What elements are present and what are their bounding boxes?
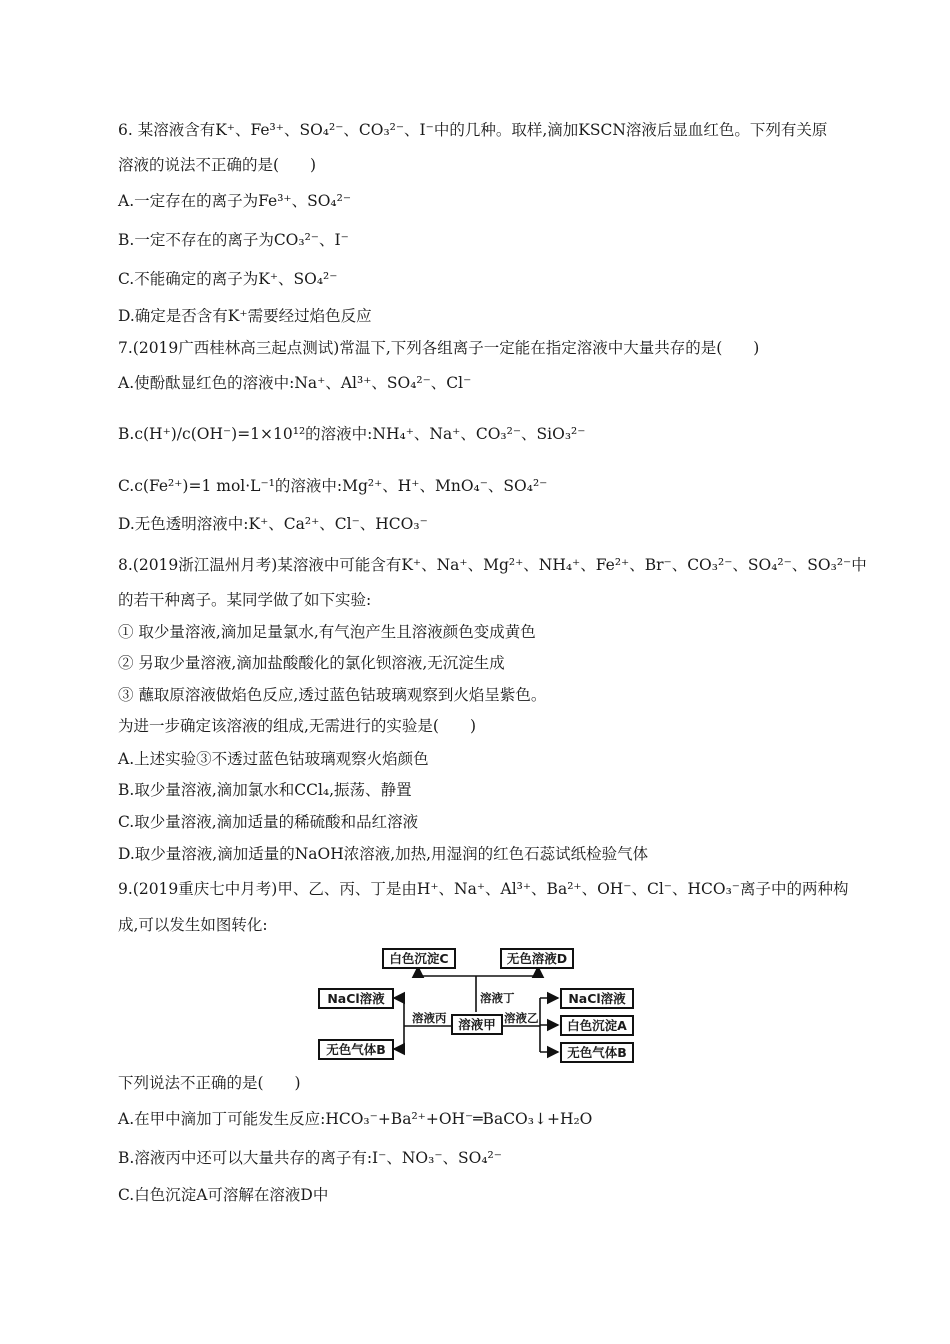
nacl-solution-right-box: NaCl溶液	[560, 988, 634, 1009]
white-precipitate-a-box: 白色沉淀A	[560, 1015, 634, 1036]
q6-option-d: D.确定是否含有K⁺需要经过焰色反应	[118, 307, 372, 325]
solution-jia-box: 溶液甲	[451, 1014, 503, 1035]
q7-option-a: A.使酚酞显红色的溶液中:Na⁺、Al³⁺、SO₄²⁻、Cl⁻	[118, 374, 472, 392]
q9-question: 下列说法不正确的是( )	[118, 1074, 301, 1092]
q8-option-c: C.取少量溶液,滴加适量的稀硫酸和品红溶液	[118, 813, 419, 831]
label-solution-ding: 溶液丁	[480, 991, 515, 1005]
q9-stem-line2: 成,可以发生如图转化:	[118, 916, 268, 934]
label-solution-yi: 溶液乙	[504, 1011, 539, 1025]
white-precipitate-c-box: 白色沉淀C	[382, 948, 456, 969]
q8-step-3: ③ 蘸取原溶液做焰色反应,透过蓝色钴玻璃观察到火焰呈紫色。	[118, 686, 547, 704]
q6-option-b: B.一定不存在的离子为CO₃²⁻、I⁻	[118, 231, 349, 249]
colorless-solution-d-box: 无色溶液D	[500, 948, 574, 969]
q9-option-a: A.在甲中滴加丁可能发生反应:HCO₃⁻+Ba²⁺+OH⁻═BaCO₃↓+H₂O	[118, 1110, 593, 1128]
conversion-diagram	[316, 944, 636, 1068]
q7-option-b: B.c(H⁺)/c(OH⁻)=1×10¹²的溶液中:NH₄⁺、Na⁺、CO₃²⁻、SiO₃²⁻	[118, 425, 586, 443]
q6-option-a: A.一定存在的离子为Fe³⁺、SO₄²⁻	[118, 192, 352, 210]
q6-stem-line1: 6. 某溶液含有K⁺、Fe³⁺、SO₄²⁻、CO₃²⁻、I⁻中的几种。取样,滴加KSCN溶液后显血红色。下列有关原	[118, 121, 828, 139]
q6-stem-line2: 溶液的说法不正确的是( )	[118, 156, 317, 174]
q8-stem-line1: 8.(2019浙江温州月考)某溶液中可能含有K⁺、Na⁺、Mg²⁺、NH₄⁺、Fe²⁺、Br⁻、CO₃²⁻、SO₄²⁻、SO₃²⁻中	[118, 556, 867, 574]
q9-option-c: C.白色沉淀A可溶解在溶液D中	[118, 1186, 329, 1204]
q8-step-2: ② 另取少量溶液,滴加盐酸酸化的氯化钡溶液,无沉淀生成	[118, 654, 505, 672]
q6-option-c: C.不能确定的离子为K⁺、SO₄²⁻	[118, 270, 338, 288]
colorless-gas-b-right-box: 无色气体B	[560, 1042, 634, 1063]
q7-option-d: D.无色透明溶液中:K⁺、Ca²⁺、Cl⁻、HCO₃⁻	[118, 515, 428, 533]
q8-option-a: A.上述实验③不透过蓝色钴玻璃观察火焰颜色	[118, 750, 429, 768]
q9-stem-line1: 9.(2019重庆七中月考)甲、乙、丙、丁是由H⁺、Na⁺、Al³⁺、Ba²⁺、OH⁻、Cl⁻、HCO₃⁻离子中的两种构	[118, 880, 849, 898]
q9-option-b: B.溶液丙中还可以大量共存的离子有:I⁻、NO₃⁻、SO₄²⁻	[118, 1149, 502, 1167]
nacl-solution-left-box: NaCl溶液	[318, 988, 394, 1009]
q8-step-1: ① 取少量溶液,滴加足量氯水,有气泡产生且溶液颜色变成黄色	[118, 623, 536, 641]
q8-question: 为进一步确定该溶液的组成,无需进行的实验是( )	[118, 717, 477, 735]
q8-option-b: B.取少量溶液,滴加氯水和CCl₄,振荡、静置	[118, 781, 412, 799]
colorless-gas-b-left-box: 无色气体B	[318, 1039, 394, 1060]
q8-stem-line2: 的若干种离子。某同学做了如下实验:	[118, 591, 372, 609]
q7-stem: 7.(2019广西桂林高三起点测试)常温下,下列各组离子一定能在指定溶液中大量共存的是( )	[118, 339, 760, 357]
label-solution-bing: 溶液丙	[412, 1011, 447, 1025]
q7-option-c: C.c(Fe²⁺)=1 mol·L⁻¹的溶液中:Mg²⁺、H⁺、MnO₄⁻、SO₄²⁻	[118, 477, 548, 495]
q8-option-d: D.取少量溶液,滴加适量的NaOH浓溶液,加热,用湿润的红色石蕊试纸检验气体	[118, 845, 649, 863]
